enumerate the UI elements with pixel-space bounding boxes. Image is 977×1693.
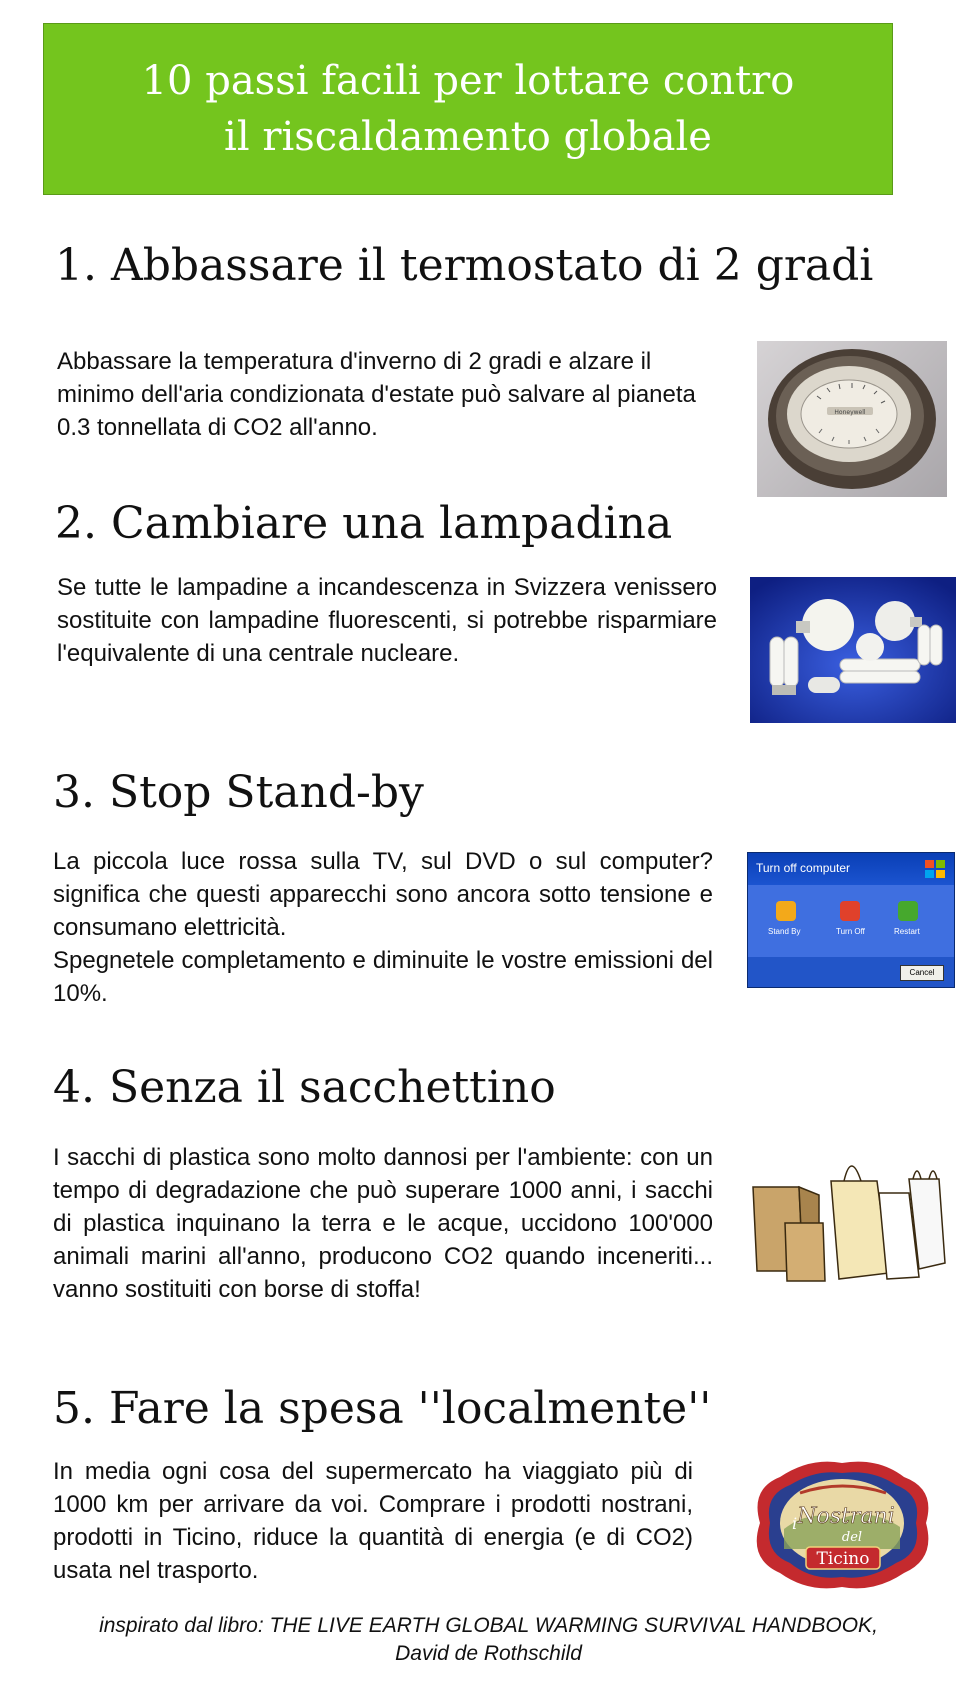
nostrani-del-ticino-logo [740,1449,944,1597]
step-3-text: La piccola luce rossa sulla TV, sul DVD o sul computer? significa che questi apparecchi sono ancora sotto tensione e consumano elettricità. [53,848,713,941]
step-5-text: In media ogni cosa del supermercato ha viaggiato più di 1000 km per arrivare da voi. Comprare i prodotti nostrani, prodotti in Ticino, riduce la quantità di energia (e di CO2) usata nel trasporto. [53,1458,693,1584]
dialog-titlebar [748,853,954,885]
thermostat-image [757,341,947,497]
turn-off-icon[interactable] [840,901,860,921]
turn-off-computer-dialog-image [747,852,955,988]
shopping-bags-image [749,1153,949,1283]
step-4-title: 4. Senza il sacchettino [53,1062,556,1113]
windows-logo-icon [924,859,946,879]
svg-text:del: del [841,1530,863,1545]
svg-text:i: i [792,1514,798,1533]
restart-icon[interactable] [898,901,918,921]
turn-off-label: Turn Off [836,927,865,936]
cancel-button[interactable]: Cancel [900,965,944,981]
step-5-title: 5. Fare la spesa ''localmente'' [53,1383,712,1434]
restart-label: Restart [894,927,920,936]
step-2-text: Se tutte le lampadine a incandescenza in Svizzera venissero sostituite con lampadine fluorescenti, si potrebbe risparmiare l'equivalente di una centrale nucleare. [57,574,717,667]
footer-credit [0,1612,977,1668]
stand-by-icon[interactable] [776,901,796,921]
step-3-title: 3. Stop Stand-by [53,767,424,818]
step-1-text: Abbassare la temperatura d'inverno di 2 gradi e alzare il minimo dell'aria condizionata d'estate può salvare al pianeta 0.3 tonnellata di CO2 all'anno. [57,348,696,441]
dialog-title: Turn off computer [756,861,851,875]
step-4-text: I sacchi di plastica sono molto dannosi per l'ambiente: con un tempo di degradazione che può superare 1000 anni, i sacchi di plastica inquinano la terra e le acque, uccidono 100'000 animali marini all'anno, producono CO2 quando inceneriti... vanno sostituiti con borse di stoffa! [53,1144,713,1303]
svg-text:Ticino: Ticino [816,1549,870,1569]
svg-text:Nostrani: Nostrani [797,1504,895,1529]
title-line-1: 10 passi facili per lottare contro [141,58,795,104]
footer-line-1: inspirato dal libro: THE LIVE EARTH GLOBAL WARMING SURVIVAL HANDBOOK, [99,1614,878,1637]
stand-by-label: Stand By [768,927,801,936]
step-3-text-2: Spegnetele completamento e diminuite le vostre emissioni del 10%. [53,947,713,1007]
title-banner [43,23,893,195]
step-2-title: 2. Cambiare una lampadina [55,498,673,549]
light-bulbs-image [750,577,956,723]
svg-text:Honeywell: Honeywell [834,409,866,416]
title-line-2: il riscaldamento globale [224,114,712,160]
step-3-body [53,845,713,1010]
step-1-title: 1. Abbassare il termostato di 2 gradi [55,240,874,291]
page-title [142,53,795,165]
footer-line-2: David de Rothschild [395,1642,582,1665]
